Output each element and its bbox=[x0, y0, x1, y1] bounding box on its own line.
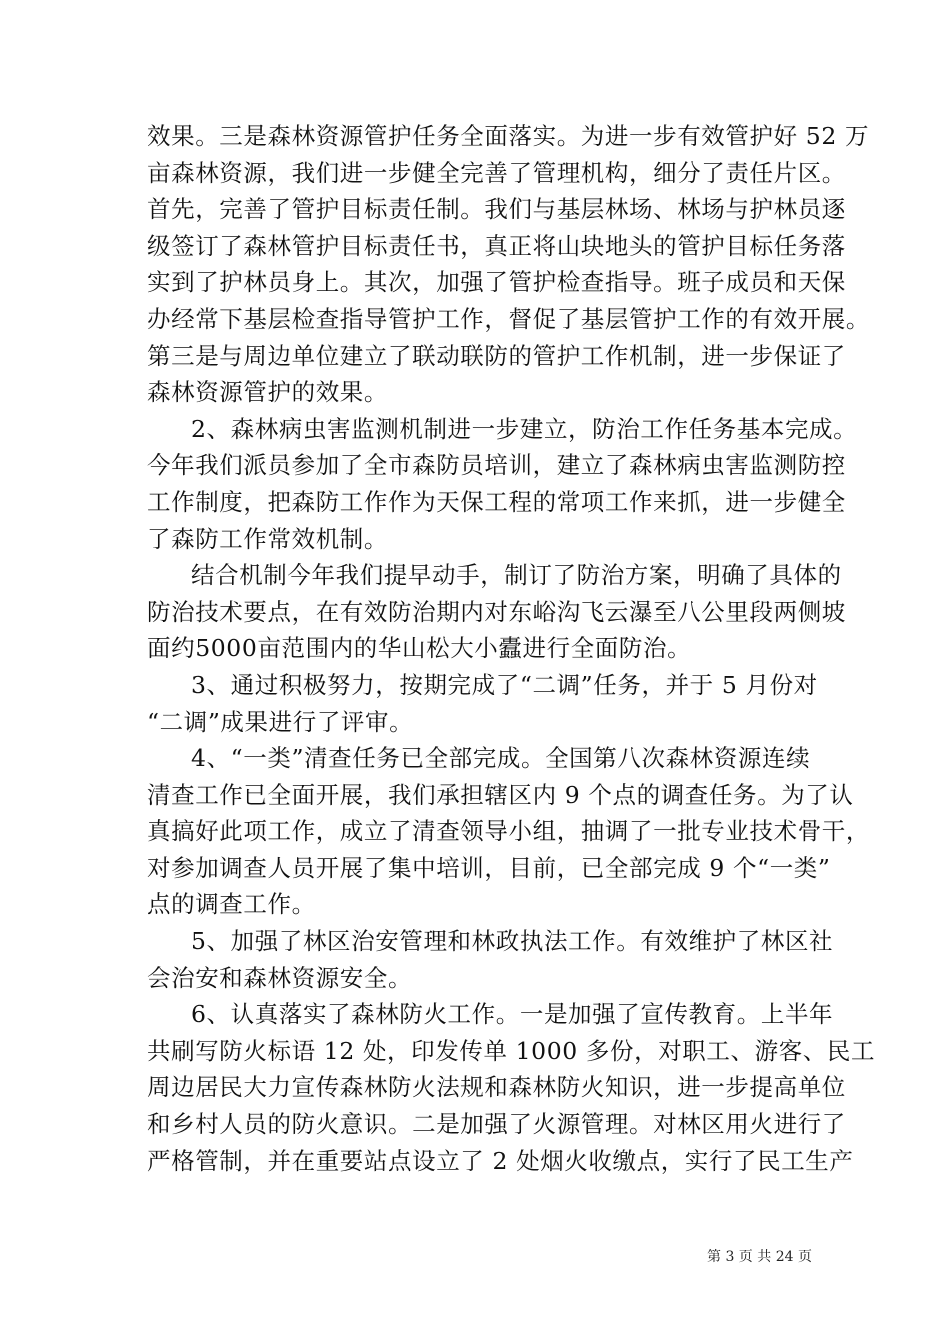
text-line: 亩森林资源，我们进一步健全完善了管理机构，细分了责任片区。 bbox=[147, 158, 846, 187]
text-line: 首先，完善了管护目标责任制。我们与基层林场、林场与护林员逐 bbox=[147, 195, 846, 224]
paragraph-start-line: 4、“一类”清查任务已全部完成。全国第八次森林资源连续 bbox=[191, 744, 811, 773]
text-line: “二调”成果进行了评审。 bbox=[147, 707, 414, 736]
text-line: 会治安和森林资源安全。 bbox=[147, 963, 413, 992]
paragraph-start-line: 2、森林病虫害监测机制进一步建立，防治工作任务基本完成。 bbox=[191, 414, 858, 443]
text-line: 森林资源管护的效果。 bbox=[147, 378, 388, 407]
page-number-footer: 第 3 页 共 24 页 bbox=[707, 1249, 812, 1265]
text-line: 第三是与周边单位建立了联动联防的管护工作机制，进一步保证了 bbox=[147, 341, 846, 370]
text-line: 清查工作已全面开展，我们承担辖区内 9 个点的调查任务。为了认 bbox=[147, 780, 854, 809]
body-text bbox=[147, 118, 876, 1179]
paragraph-start-line: 结合机制今年我们提早动手，制订了防治方案，明确了具体的 bbox=[191, 561, 842, 590]
text-line: 级签订了森林管护目标责任书，真正将山块地头的管护目标任务落 bbox=[147, 231, 846, 260]
text-line: 点的调查工作。 bbox=[147, 890, 316, 919]
text-line: 工作制度，把森防工作作为天保工程的常项工作来抓，进一步健全 bbox=[147, 487, 846, 516]
text-line: 和乡村人员的防火意识。二是加强了火源管理。对林区用火进行了 bbox=[147, 1110, 846, 1139]
text-line: 对参加调查人员开展了集中培训，目前，已全部完成 9 个“一类” bbox=[147, 853, 831, 882]
text-line: 实到了护林员身上。其次，加强了管护检查指导。班子成员和天保 bbox=[147, 268, 846, 297]
text-line: 真搞好此项工作，成立了清查领导小组，抽调了一批专业技术骨干， bbox=[147, 817, 870, 846]
text-line: 效果。三是森林资源管护任务全面落实。为进一步有效管护好 52 万 bbox=[147, 122, 870, 150]
paragraph-start-line: 5、加强了林区治安管理和林政执法工作。有效维护了林区社 bbox=[191, 927, 834, 956]
text-line: 办经常下基层检查指导管护工作，督促了基层管护工作的有效开展。 bbox=[147, 304, 870, 333]
text-line: 防治技术要点，在有效防治期内对东峪沟飞云瀑至八公里段两侧坡 bbox=[147, 597, 846, 626]
text-line: 共刷写防火标语 12 处，印发传单 1000 多份，对职工、游客、民工 bbox=[147, 1036, 876, 1065]
paragraph-start-line: 6、认真落实了森林防火工作。一是加强了宣传教育。上半年 bbox=[191, 1000, 834, 1029]
text-line: 了森防工作常效机制。 bbox=[147, 524, 388, 553]
text-line: 严格管制，并在重要站点设立了 2 处烟火收缴点，实行了民工生产 bbox=[147, 1146, 854, 1175]
text-line: 今年我们派员参加了全市森防员培训，建立了森林病虫害监测防控 bbox=[147, 451, 846, 480]
text-line: 周边居民大力宣传森林防火法规和森林防火知识，进一步提高单位 bbox=[147, 1073, 846, 1102]
text-line: 面约5000亩范围内的华山松大小蠹进行全面防治。 bbox=[147, 634, 692, 663]
paragraph-start-line: 3、通过积极努力，按期完成了“二调”任务，并于 5 月份对 bbox=[191, 670, 818, 699]
